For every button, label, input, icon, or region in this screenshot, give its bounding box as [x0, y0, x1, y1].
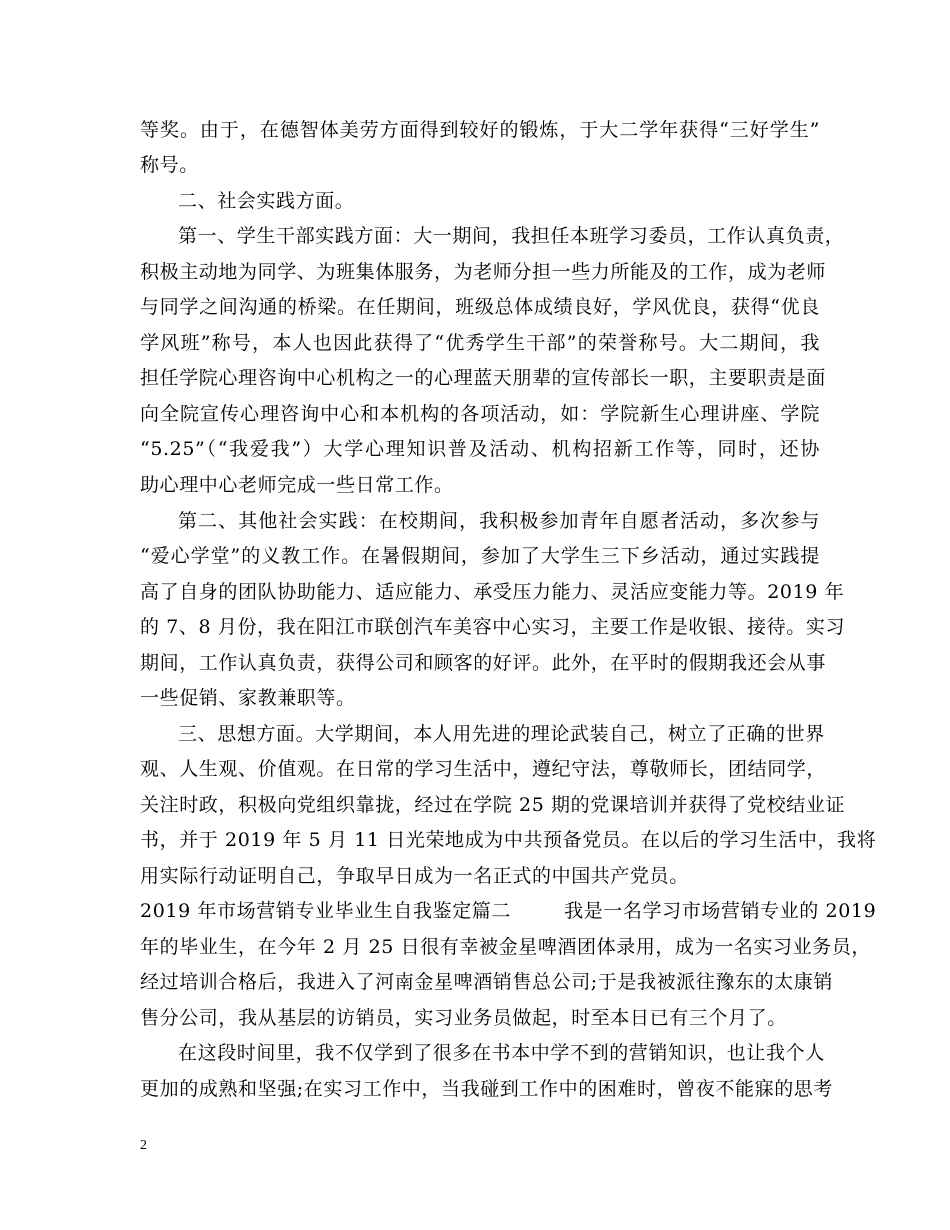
- text-line: 观、人生观、价值观。在日常的学习生活中，遵纪守法，尊敬师长，团结同学，: [140, 758, 827, 780]
- text-line: 一些促销、家教兼职等。: [140, 687, 356, 709]
- text-line: 售分公司，我从基层的访销员，实习业务员做起，时至本日已有三个月了。: [140, 1007, 787, 1029]
- text-line: 书，并于 2019 年 5 月 11 日光荣地成为中共预备党员。在以后的学习生活中，我将: [140, 829, 877, 851]
- section-heading: 二、社会实践方面。: [178, 190, 355, 212]
- text-line: 与同学之间沟通的桥梁。在任期间，班级总体成绩良好，学风优良，获得“优良: [140, 296, 820, 318]
- text-line: 积极主动地为同学、为班集体服务，为老师分担一些力所能及的工作，成为老师: [140, 261, 827, 283]
- text-line: 的 7、8 月份，我在阳江市联创汽车美容中心实习，主要工作是收银、接待。实习: [140, 616, 846, 638]
- text-line: 三、思想方面。大学期间，本人用先进的理论武装自己，树立了正确的世界: [178, 723, 825, 745]
- text-line: 第一、学生干部实践方面：大一期间，我担任本班学习委员，工作认真负责，: [178, 225, 845, 247]
- text-line: 经过培训合格后，我进入了河南金星啤酒销售总公司;于是我被派往豫东的太康销: [140, 971, 834, 993]
- text-line: 第二、其他社会实践：在校期间，我积极参加青年自愿者活动，多次参与: [178, 510, 820, 532]
- text-line: 期间，工作认真负责，获得公司和顾客的好评。此外，在平时的假期我还会从事: [140, 652, 827, 674]
- text-line: 向全院宣传心理咨询中心和本机构的各项活动，如：学院新生心理讲座、学院: [140, 403, 820, 425]
- text-line: 助心理中心老师完成一些日常工作。: [140, 474, 454, 496]
- page-number: 2: [140, 1138, 147, 1153]
- text-line: 用实际行动证明自己，争取早日成为一名正式的中国共产党员。: [140, 865, 689, 887]
- text-line: 称号。: [140, 154, 199, 176]
- text-line: “5.25”（“我爱我”）大学心理知识普及活动、机构招新工作等，同时，还协: [140, 438, 820, 460]
- text-line: 高了自身的团队协助能力、适应能力、承受压力能力、灵活应变能力等。2019 年: [140, 581, 845, 603]
- text-line: 年的毕业生，在今年 2 月 25 日很有幸被金星啤酒团体录用，成为一名实习业务员，: [140, 936, 872, 958]
- text-line: 在这段时间里，我不仅学到了很多在书本中学不到的营销知识，也让我个人: [178, 1042, 825, 1064]
- text-line: 关注时政，积极向党组织靠拢，经过在学院 25 期的党课培训并获得了党校结业证: [140, 794, 846, 816]
- section-title-line: 2019 年市场营销专业毕业生自我鉴定篇二 我是一名学习市场营销专业的 2019: [140, 900, 877, 922]
- text-line: 担任学院心理咨询中心机构之一的心理蓝天朋辈的宣传部长一职，主要职责是面: [140, 367, 827, 389]
- text-line: 学风班”称号，本人也因此获得了“优秀学生干部”的荣誉称号。大二期间，我: [140, 332, 820, 354]
- text-line: “爱心学堂”的义教工作。在暑假期间，参加了大学生三下乡活动，通过实践提: [140, 545, 820, 567]
- text-line: 等奖。由于，在德智体美劳方面得到较好的锻炼，于大二学年获得“三好学生”: [140, 119, 820, 141]
- text-line: 更加的成熟和坚强;在实习工作中，当我碰到工作中的困难时，曾夜不能寐的思考: [140, 1078, 834, 1100]
